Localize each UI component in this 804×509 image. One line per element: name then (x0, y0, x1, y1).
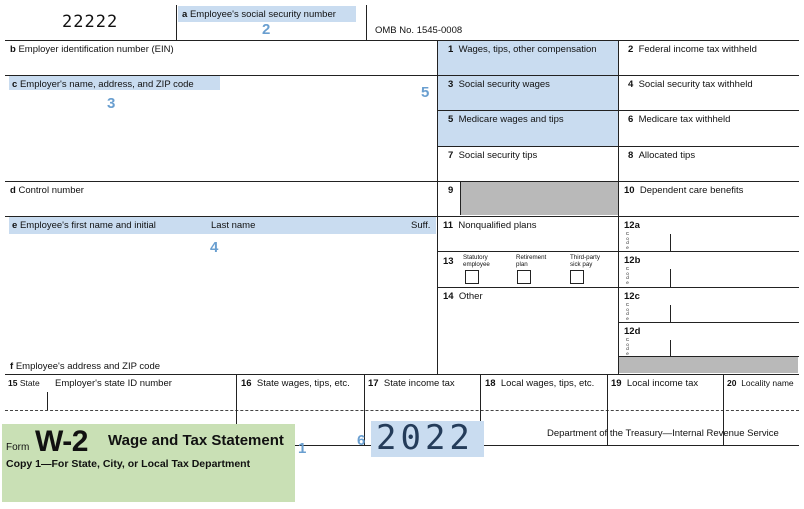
annotation-2: 2 (262, 21, 271, 38)
box-12a-label: 12a (624, 220, 640, 231)
box9-shaded (460, 181, 618, 215)
box-12d-label: 12d (624, 326, 641, 337)
annotation-3: 3 (107, 95, 116, 112)
box-19-label: 19 Local income tax (611, 378, 699, 389)
box-a-label: a Employee's social security number (182, 9, 336, 20)
box-1-label: 1 Wages, tips, other compensation (448, 44, 597, 55)
box-b-label: b Employer identification number (EIN) (10, 44, 174, 55)
box-e-label: e Employee's first name and initial (12, 220, 156, 231)
omb-number: OMB No. 1545-0008 (375, 25, 463, 36)
retirement-plan-label: Retirement plan (516, 254, 547, 268)
box-4-label: 4 Social security tax withheld (628, 79, 753, 90)
box-6-label: 6 Medicare tax withheld (628, 114, 731, 125)
form-name: W-2 (35, 425, 88, 458)
code-label-d: C o d e (625, 337, 630, 356)
box-15-label: 15 State (8, 378, 40, 388)
annotation-6: 6 (357, 432, 366, 449)
box-20-label: 20 Locality name (727, 378, 794, 388)
box-2-label: 2 Federal income tax withheld (628, 44, 757, 55)
box-f-label: f Employee's address and ZIP code (10, 361, 161, 372)
box-7-label: 7 Social security tips (448, 150, 538, 161)
code-label-b: C o d e (625, 266, 630, 285)
box-12b-label: 12b (624, 255, 641, 266)
box-c-label: c Employer's name, address, and ZIP code (12, 79, 194, 90)
copy-line: Copy 1—For State, City, or Local Tax Department (6, 458, 251, 470)
annotation-4: 4 (210, 239, 219, 256)
third-party-sick-pay-label: Third-party sick pay (570, 254, 600, 268)
box-13-label: 13 (443, 256, 454, 267)
code-label-a: C o d e (625, 231, 630, 250)
box-8-label: 8 Allocated tips (628, 150, 696, 161)
annotation-5: 5 (421, 84, 430, 101)
control-code: 22222 (62, 12, 119, 32)
box-9-label: 9 (448, 185, 454, 196)
box-15-id-label: Employer's state ID number (55, 378, 172, 389)
box-5-label: 5 Medicare wages and tips (448, 114, 564, 125)
retirement-plan-checkbox[interactable] (517, 270, 531, 284)
box-11-label: 11 Nonqualified plans (443, 220, 537, 231)
box-16-label: 16 State wages, tips, etc. (241, 378, 350, 389)
box-14-label: 14 Other (443, 291, 483, 302)
box-18-label: 18 Local wages, tips, etc. (485, 378, 595, 389)
statutory-employee-label: Statutory employee (463, 254, 490, 268)
box-3-label: 3 Social security wages (448, 79, 550, 90)
box12-shaded (618, 356, 798, 373)
tax-year: 2022 (376, 418, 474, 458)
box-10-label: 10 Dependent care benefits (624, 185, 744, 196)
box-e-last-label: Last name (211, 220, 256, 231)
wages-highlight (438, 40, 618, 146)
box-e-suff-label: Suff. (411, 220, 431, 231)
statutory-employee-checkbox[interactable] (465, 270, 479, 284)
form-word: Form (6, 442, 30, 453)
department-label: Department of the Treasury—Internal Revenue Service (547, 428, 779, 439)
form-title: Wage and Tax Statement (108, 432, 284, 449)
third-party-sick-pay-checkbox[interactable] (570, 270, 584, 284)
annotation-1: 1 (298, 440, 307, 457)
box-12c-label: 12c (624, 291, 640, 302)
code-label-c: C o d e (625, 302, 630, 321)
box-17-label: 17 State income tax (368, 378, 455, 389)
box-d-label: d Control number (10, 185, 84, 196)
